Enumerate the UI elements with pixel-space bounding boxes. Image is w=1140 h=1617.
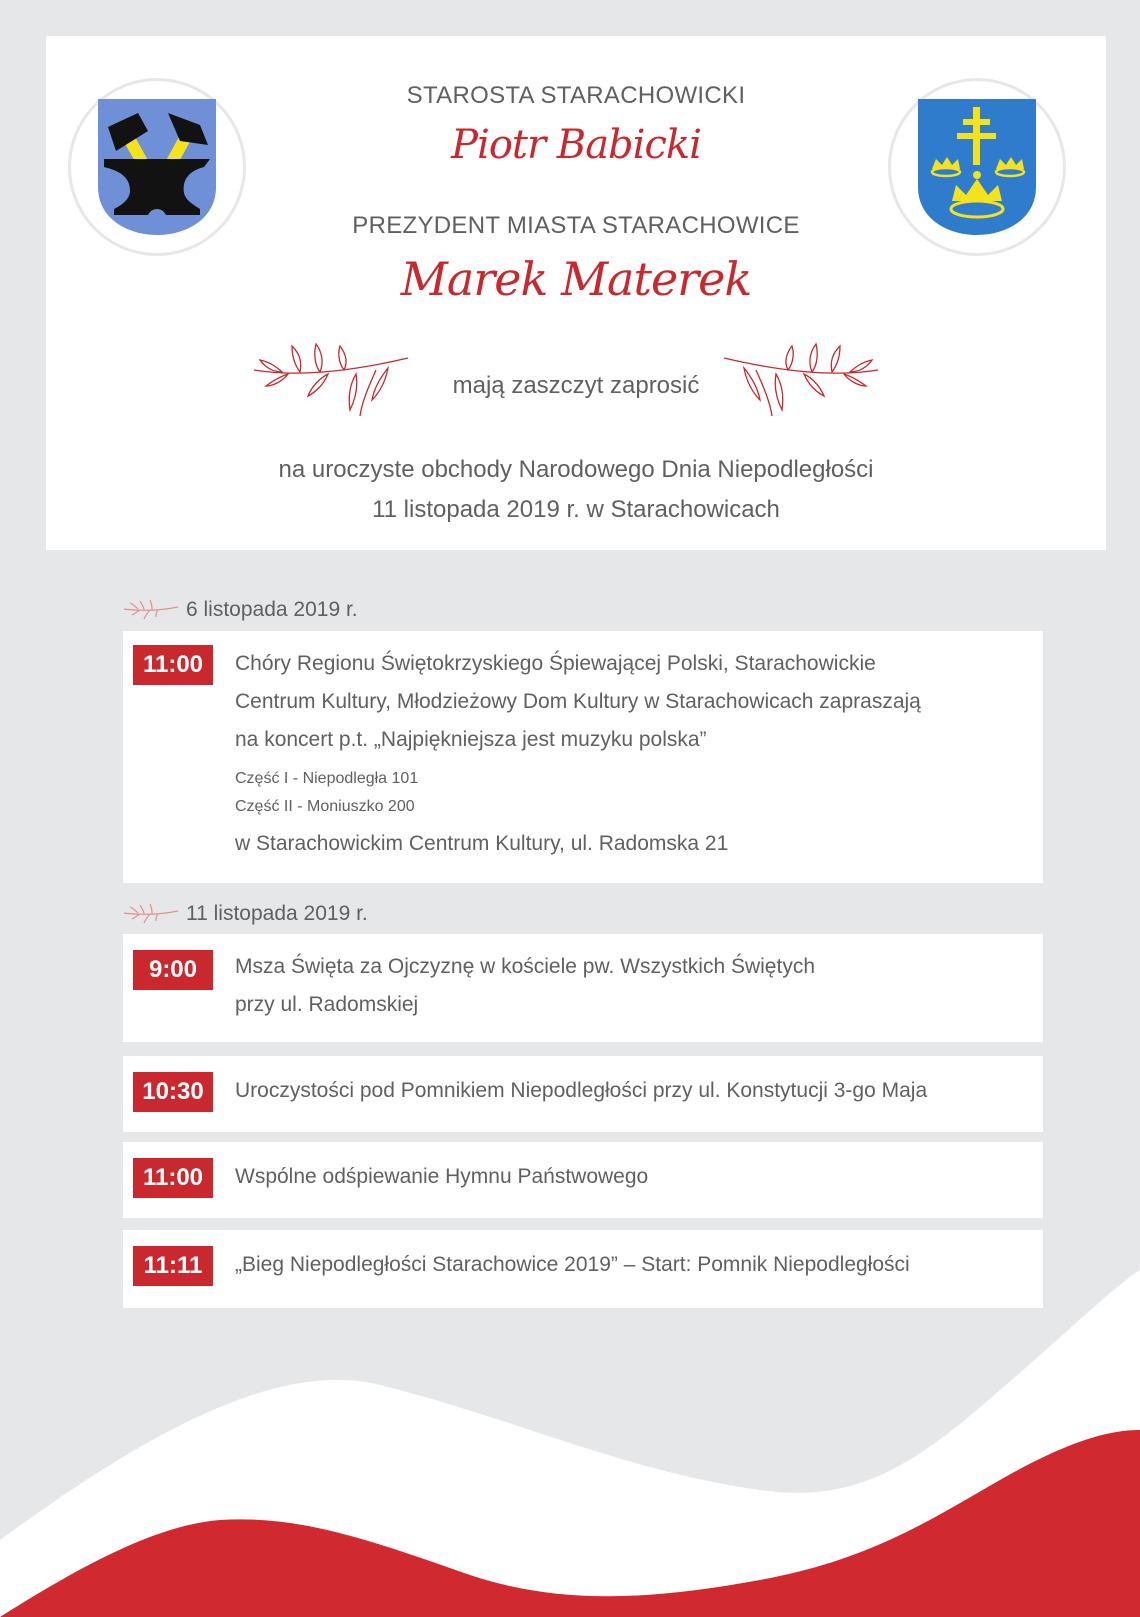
small-sprig-icon bbox=[122, 597, 180, 623]
occasion-line-1: na uroczyste obchody Narodowego Dnia Niepodległości bbox=[278, 456, 874, 483]
event-card bbox=[123, 1056, 1043, 1132]
mayor-title: PREZYDENT MIASTA STARACHOWICE bbox=[352, 212, 800, 239]
date-heading-nov-6 bbox=[122, 597, 358, 623]
laurel-sprig-right-icon bbox=[722, 340, 882, 420]
event-description-line: Wspólne odśpiewanie Hymnu Państwowego bbox=[235, 1165, 649, 1188]
event-card bbox=[123, 631, 1043, 883]
invite-phrase: mają zaszczyt zaprosić bbox=[452, 372, 700, 399]
small-sprig-icon bbox=[122, 901, 180, 927]
time-badge: 11:00 bbox=[133, 1158, 213, 1198]
event-description-line: Centrum Kultury, Młodzieżowy Dom Kultury w Starachowicach zapraszają bbox=[235, 690, 921, 713]
time-badge: 10:30 bbox=[133, 1072, 213, 1112]
date-heading-nov-11 bbox=[122, 901, 368, 927]
event-description-line: „Bieg Niepodległości Starachowice 2019” – Start: Pomnik Niepodległości bbox=[235, 1253, 910, 1276]
time-badge: 9:00 bbox=[133, 950, 213, 990]
event-description-line: przy ul. Radomskiej bbox=[235, 993, 419, 1016]
time-badge: 11:00 bbox=[133, 645, 213, 685]
county-head-title: STAROSTA STARACHOWICKI bbox=[406, 82, 746, 109]
county-head-name: Piotr Babicki bbox=[451, 122, 701, 168]
event-description-line: Chóry Regionu Świętokrzyskiego Śpiewającej Polski, Starachowickie bbox=[235, 652, 876, 675]
mayor-name: Marek Materek bbox=[400, 252, 752, 306]
time-badge: 11:11 bbox=[133, 1246, 213, 1286]
event-description-line: Msza Święta za Ojczyznę w kościele pw. Wszystkich Świętych bbox=[235, 955, 816, 978]
event-description-line: Uroczystości pod Pomnikiem Niepodległości przy ul. Konstytucji 3-go Maja bbox=[235, 1079, 928, 1102]
concert-part-2: Część II - Moniuszko 200 bbox=[235, 798, 415, 815]
event-card bbox=[123, 934, 1043, 1042]
event-venue: w Starachowickim Centrum Kultury, ul. Radomska 21 bbox=[235, 832, 729, 855]
concert-part-1: Część I - Niepodległa 101 bbox=[235, 770, 419, 787]
invitation-header bbox=[46, 36, 1106, 550]
occasion-line-2: 11 listopada 2019 r. w Starachowicach bbox=[372, 496, 780, 523]
date-text: 11 listopada 2019 r. bbox=[186, 902, 368, 925]
event-description-line: na koncert p.t. „Najpiękniejsza jest muzyku polska” bbox=[235, 728, 707, 751]
date-text: 6 listopada 2019 r. bbox=[186, 598, 358, 621]
event-card bbox=[123, 1142, 1043, 1218]
event-card bbox=[123, 1230, 1043, 1308]
